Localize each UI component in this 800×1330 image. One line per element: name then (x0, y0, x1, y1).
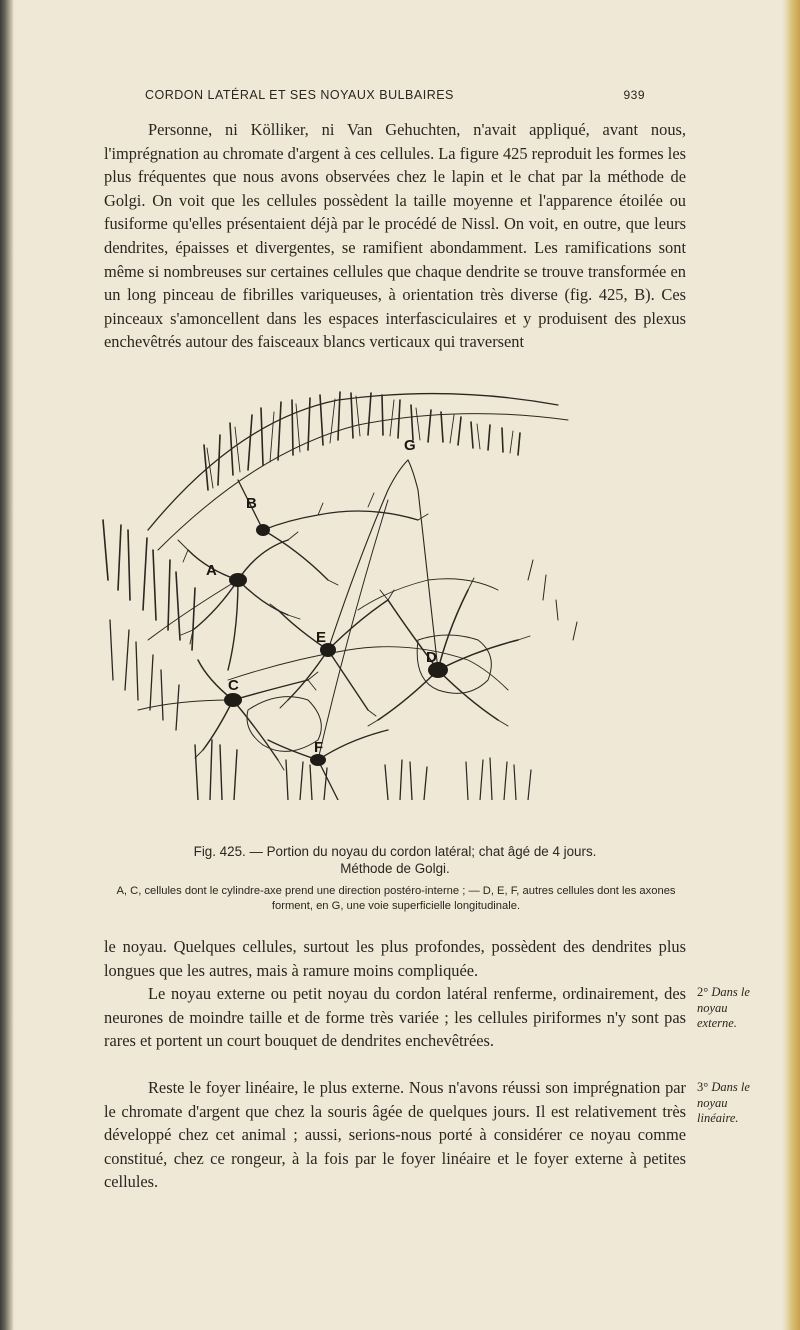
figure-caption (100, 843, 690, 877)
running-title: CORDON LATÉRAL ET SES NOYAUX BULBAIRES (145, 88, 454, 102)
fig-label-C: C (228, 677, 239, 694)
margin-note-2-number: 3° (697, 1080, 709, 1094)
page-edge-right (782, 0, 800, 1330)
paragraph-1: Personne, ni Kölliker, ni Van Gehuchten, n'avait appliqué, avant nous, l'imprégnation au chromate d'argent à ces cellules. La figure 425 reproduit les formes les plus fréquentes que nous avons observées chez le lapin et le chat par la méthode de Golgi. On voit que les cellules possèdent la taille moyenne et l'apparence étoilée ou fusiforme qu'elles présentaient déjà par le procédé de Nissl. On voit, en outre, que leurs dendrites, épaisses et divergentes, se ramifient abondamment. Les ramifications sont même si nombreuses sur certaines cellules que chaque dendrite se trouve transformée en un long pinceau de fibrilles variqueuses, à orientation très diverse (fig. 425, B). Ces pinceaux s'amoncellent dans les espaces interfasciculaires et y produisent des plexus enchevêtrés autour des faisceaux blancs verticaux qui traversent (104, 120, 686, 352)
fig-label-D: D (426, 649, 437, 666)
fig-label-G: G (404, 437, 416, 454)
figure-caption-line2: Méthode de Golgi. (340, 861, 450, 876)
paragraph-3: Le noyau externe ou petit noyau du cordon latéral renferme, ordinairement, des neurones de moindre taille et de forme très variée ; les cellules piriformes n'y sont pas rares et portent un court bouquet de dendrites enchevêtrées. (104, 984, 686, 1051)
margin-note-1 (697, 985, 769, 1032)
fig-label-A: A (206, 562, 217, 579)
margin-note-1-number: 2° (697, 985, 709, 999)
golgi-neuron-drawing (88, 380, 608, 800)
fig-label-E: E (316, 629, 327, 646)
paragraph-4: Reste le foyer linéaire, le plus externe. Nous n'avons réussi son imprégnation par le chromate d'argent que chez la souris âgée de quelques jours. Il est relativement très développé chez cet animal ; aussi, serions-nous porté à considérer ce noyau comme constitué, chez ce rongeur, à la fois par le foyer linéaire et le foyer externe à petites cellules. (104, 1078, 686, 1192)
margin-note-1-text: Dans le noyau externe. (697, 985, 750, 1030)
margin-note-2-text: Dans le noyau linéaire. (697, 1080, 750, 1125)
fig-label-B: B (246, 495, 257, 512)
figure-legend: A, C, cellules dont le cylindre-axe prend une direction postéro-interne ; — D, E, F, autres cellules dont les axones forment, en G, une voie superficielle longitudinale. (116, 885, 676, 912)
figure-illustration (88, 380, 608, 800)
fig-label-F: F (314, 739, 324, 756)
page-edge-left (0, 0, 14, 1330)
figure-caption-line1: Fig. 425. — Portion du noyau du cordon latéral; chat âgé de 4 jours. (193, 844, 597, 859)
margin-note-2 (697, 1080, 769, 1127)
page-number: 939 (623, 88, 645, 102)
paragraph-2: le noyau. Quelques cellules, surtout les plus profondes, possèdent des dendrites plus longues que les autres, mais à ramure moins compliquée. (104, 937, 686, 980)
